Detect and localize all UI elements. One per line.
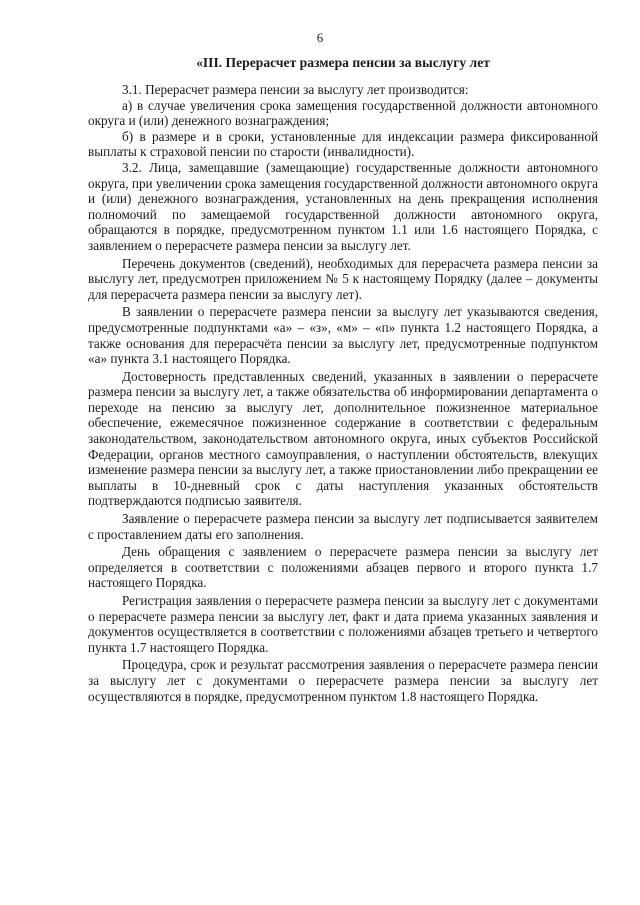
paragraph-registration: Регистрация заявления о перерасчете размера пенсии за выслугу лет с документами о перерасчете размера пенсии за выслугу лет, факт и дата приема указанных заявления и документов осуществляется в соответствии с положениями абзацев третьего и четвертого пункта 1.7 настоящего Порядка. [88, 593, 598, 655]
paragraph-signature: Заявление о перерасчете размера пенсии за выслугу лет подписывается заявителем с проставлением даты его заполнения. [88, 511, 598, 542]
paragraph-3-1-intro: 3.1. Перерасчет размера пенсии за выслугу лет производится: [122, 82, 469, 97]
paragraph-application-day: День обращения с заявлением о перерасчете размера пенсии за выслугу лет определяется в соответствии с положениями абзацев первого и второго пункта 1.7 настоящего Порядка. [88, 544, 598, 591]
paragraph-procedure: Процедура, срок и результат рассмотрения заявления о перерасчете размера пенсии за выслугу лет с документами о перерасчете размера пенсии за выслугу лет осуществляются в порядке, предусмотренном пунктом 1.8 настоящего Порядка. [88, 657, 598, 704]
paragraph-reliability: Достоверность представленных сведений, указанных в заявлении о перерасчете размера пенсии за выслугу лет, а также обязательства об информировании департамента о переходе на пенсию за выслугу лет, дополнительное пожизненное материальное обеспечение, ежемесячное пожизненное содержание в соответствии с федеральным законодательством, законодательством автономного округа, иных субъектов Российской Федерации, органов местного самоуправления, о наступлении обстоятельств, влекущих изменение размера пенсии за выслугу лет, а также приостановлении либо прекращении ее выплаты в 10-дневный срок с даты наступления указанных обстоятельств подтверждаются подписью заявителя. [88, 368, 598, 509]
page-number: 6 [316, 30, 324, 45]
paragraph-3-1-b: б) в размере и в сроки, установленные для индексации размера фиксированной выплаты к страховой пенсии по старости (инвалидности). [88, 128, 598, 160]
paragraph-documents-list: Перечень документов (сведений), необходимых для перерасчета размера пенсии за выслугу лет, предусмотрен приложением № 5 к настоящему Порядку (далее – документы для перерасчета размера пенсии за выслугу лет). [88, 255, 598, 302]
paragraph-3-1-a: а) в случае увеличения срока замещения государственной должности автономного округа и (или) денежного вознаграждения; [88, 97, 598, 129]
paragraph-application-contents: В заявлении о перерасчете размера пенсии за выслугу лет указываются сведения, предусмотренные подпунктами «а» – «з», «м» – «п» пункта 1.2 настоящего Порядка, а также основания для перерасчёта пенсии за выслугу лет, предусмотренные подпунктом «а» пункта 3.1 настоящего Порядка. [88, 304, 598, 367]
document-body [88, 82, 598, 704]
section-title: «III. Перерасчет размера пенсии за выслугу лет [196, 55, 490, 70]
paragraph-3-2: 3.2. Лица, замещавшие (замещающие) государственные должности автономного округа, при увеличении срока замещения государственной должности автономного округа и (или) денежного вознаграждения, установленных на день прекращения исполнения полномочий по замещаемой государственной должности автономного округа, обращаются в порядке, предусмотренном пунктом 1.1 или 1.6 настоящего Порядка, с заявлением о перерасчете размера пенсии за выслугу лет. [88, 159, 598, 253]
